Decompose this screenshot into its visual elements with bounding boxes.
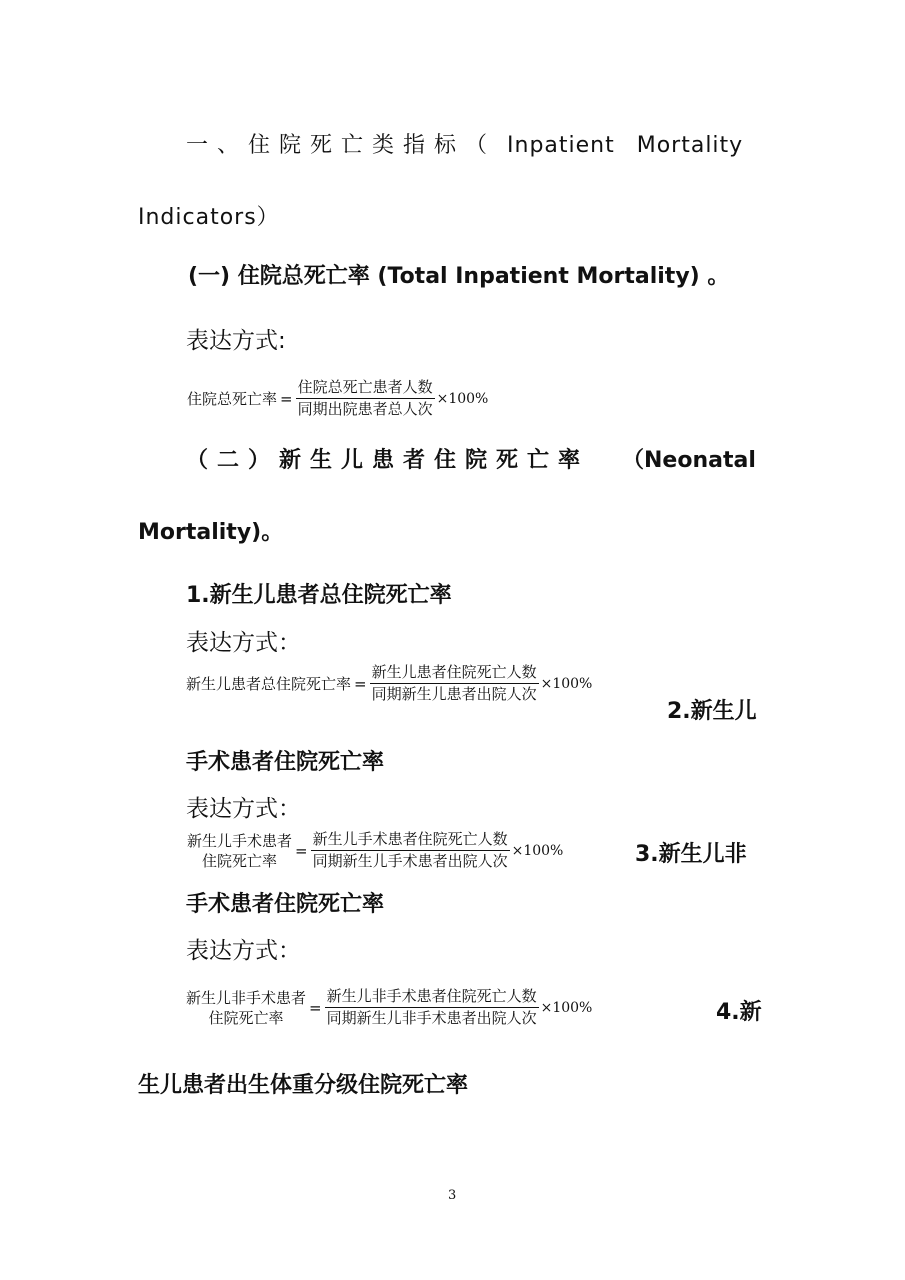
section-title-line1 (186, 128, 743, 159)
expression-label: 表达方式： (186, 796, 301, 822)
formula-lhs: 新生儿患者总住院死亡率 (186, 675, 352, 693)
expression-label: 表达方式： (186, 630, 301, 656)
formula-lhs (186, 988, 306, 1028)
formula-lhs-line2: 住院死亡率 (208, 1008, 284, 1027)
formula-fraction (311, 830, 510, 871)
item-heading-birthweight-start: 4.新 (716, 1000, 762, 1025)
expression-label: 表达方式： (186, 938, 301, 964)
item-heading-birthweight-rest: 生儿患者出生体重分级住院死亡率 (138, 1073, 469, 1098)
expression-label: 表达方式: (186, 328, 286, 354)
formula-factor: ×100% (436, 390, 489, 407)
formula-numerator: 新生儿非手术患者住院死亡人数 (325, 987, 539, 1008)
formula-lhs-line2: 住院死亡率 (202, 851, 278, 870)
item-heading-neonatal-nonsurgical-rest: 手术患者住院死亡率 (186, 892, 385, 917)
section-title-en: Inpatient Mortality (507, 133, 744, 158)
page-number: 3 (448, 1188, 457, 1203)
formula-lhs: 住院总死亡率 (187, 390, 278, 408)
formula-fraction (370, 663, 539, 704)
formula-numerator: 新生儿患者住院死亡人数 (370, 663, 539, 684)
formula-factor: ×100% (540, 999, 593, 1016)
formula-lhs (187, 831, 292, 871)
formula-denominator: 同期出院患者总人次 (297, 400, 433, 418)
formula-lhs-line1: 新生儿非手术患者 (186, 988, 307, 1007)
subsection-heading-total-mortality: (一) 住院总死亡率 (Total Inpatient Mortality) 。 (188, 264, 730, 289)
item-heading-neonatal-total: 1.新生儿患者总住院死亡率 (186, 583, 452, 608)
subsection-heading-neonatal-cn: （二）新生儿患者住院死亡率 (186, 448, 590, 473)
formula-lhs-line1: 新生儿手术患者 (187, 831, 293, 850)
formula-equals: = (295, 841, 308, 860)
section-title-cn: 一、住院死亡类指标（ (186, 133, 497, 158)
item-heading-neonatal-surgical-rest: 手术患者住院死亡率 (186, 750, 385, 775)
formula-fraction (296, 378, 435, 419)
formula-factor: ×100% (540, 675, 593, 692)
formula-neonatal-total (186, 663, 592, 704)
formula-factor: ×100% (511, 842, 564, 859)
formula-neonatal-surgical (187, 830, 563, 871)
formula-neonatal-nonsurgical (186, 987, 592, 1028)
item-heading-neonatal-surgical-start: 2.新生儿 (667, 699, 757, 724)
subsection-heading-neonatal-line2: Mortality)。 (138, 520, 284, 545)
formula-total-mortality (187, 378, 488, 419)
subsection-heading-neonatal-en: （Neonatal (622, 448, 756, 473)
formula-denominator: 同期新生儿手术患者出院人次 (312, 852, 508, 870)
formula-denominator: 同期新生儿患者出院人次 (371, 685, 537, 703)
formula-equals: = (280, 389, 293, 408)
formula-equals: = (354, 674, 367, 693)
formula-denominator: 同期新生儿非手术患者出院人次 (326, 1009, 537, 1027)
formula-equals: = (309, 998, 322, 1017)
formula-numerator: 住院总死亡患者人数 (296, 378, 435, 399)
formula-fraction (325, 987, 539, 1028)
formula-numerator: 新生儿手术患者住院死亡人数 (311, 830, 510, 851)
item-heading-neonatal-nonsurgical-start: 3.新生儿非 (635, 842, 747, 867)
section-title-line2: Indicators） (138, 205, 280, 230)
